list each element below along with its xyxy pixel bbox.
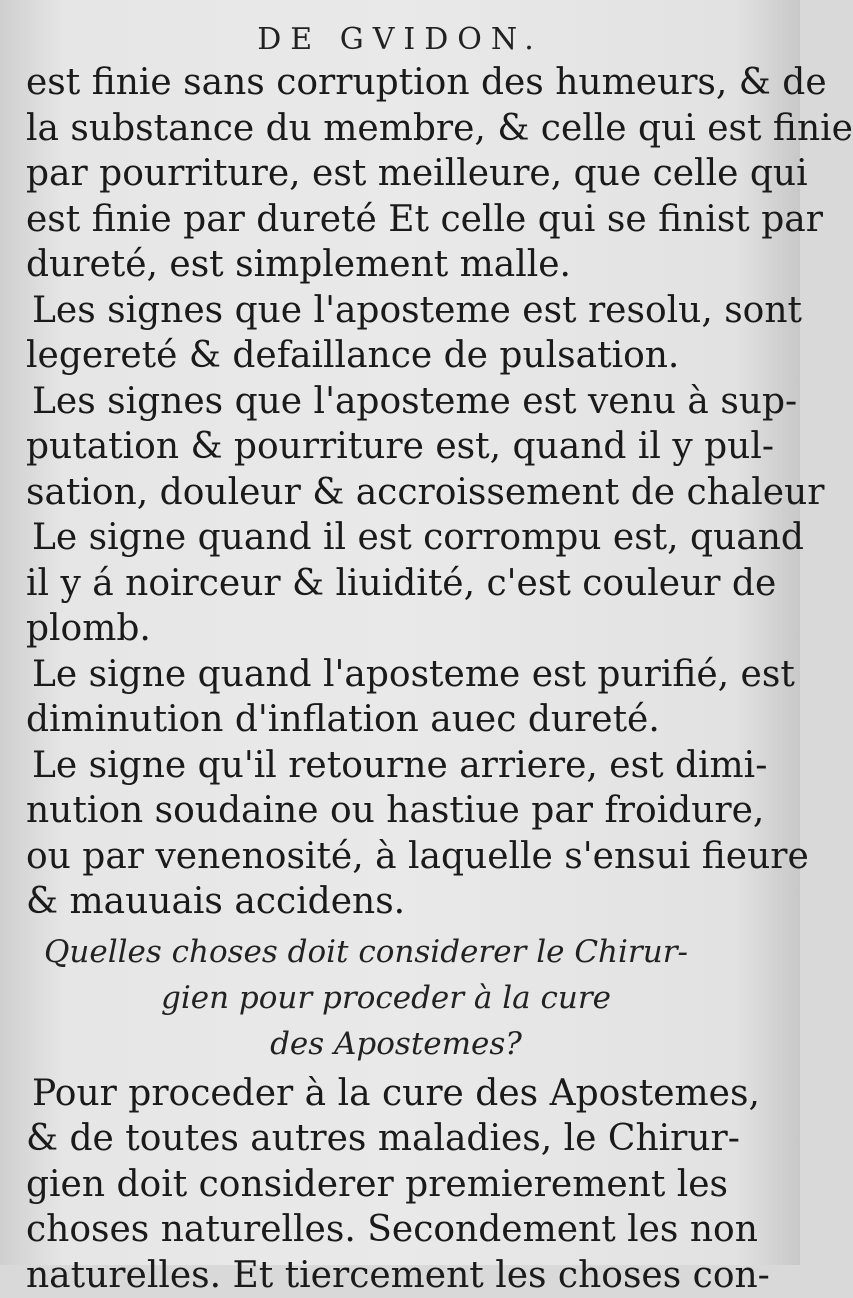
text-line: Le signe quand il est corrompu est, quand	[26, 515, 766, 561]
text-line: Le signe quand l'aposteme est purifié, est	[26, 652, 766, 698]
text-line: plomb.	[26, 606, 766, 652]
text-line: ou par venenosité, à laquelle s'ensui fieure	[26, 834, 766, 880]
text-line: Pour proceder à la cure des Apostemes,	[26, 1071, 766, 1117]
text-line: choses naturelles. Secondement les non	[26, 1207, 766, 1253]
running-head: DE GVIDON.	[0, 22, 800, 57]
text-line: par pourriture, est meilleure, que celle qui	[26, 151, 766, 197]
text-line: naturelles. Et tiercement les choses con-	[26, 1253, 766, 1298]
text-line: & mauuais accidens.	[26, 879, 766, 925]
text-line: diminution d'inflation auec dureté.	[26, 697, 766, 743]
text-line: dureté, est simplement malle.	[26, 242, 766, 288]
text-line: & de toutes autres maladies, le Chirur-	[26, 1116, 766, 1162]
text-line: Les signes que l'aposteme est resolu, sont	[26, 288, 766, 334]
heading-line: Quelles choses doit considerer le Chirur-	[26, 929, 766, 975]
heading-line: des Apostemes?	[26, 1021, 766, 1067]
text-line: est finie sans corruption des humeurs, & de	[26, 60, 766, 106]
text-line: il y á noirceur & liuidité, c'est couleur de	[26, 561, 766, 607]
section-heading	[26, 929, 766, 1067]
text-line: putation & pourriture est, quand il y pul-	[26, 424, 766, 470]
page-body	[26, 60, 766, 1298]
heading-line: gien pour proceder à la cure	[26, 975, 766, 1021]
text-line: est finie par dureté Et celle qui se finist par	[26, 197, 766, 243]
text-line: la substance du membre, & celle qui est finie	[26, 106, 766, 152]
text-line: Les signes que l'aposteme est venu à sup-	[26, 379, 766, 425]
text-line: nution soudaine ou hastiue par froidure,	[26, 788, 766, 834]
text-line: Le signe qu'il retourne arriere, est dimi-	[26, 743, 766, 789]
text-line: sation, douleur & accroissement de chaleur	[26, 470, 766, 516]
text-line: gien doit considerer premierement les	[26, 1162, 766, 1208]
text-line: legereté & defaillance de pulsation.	[26, 333, 766, 379]
